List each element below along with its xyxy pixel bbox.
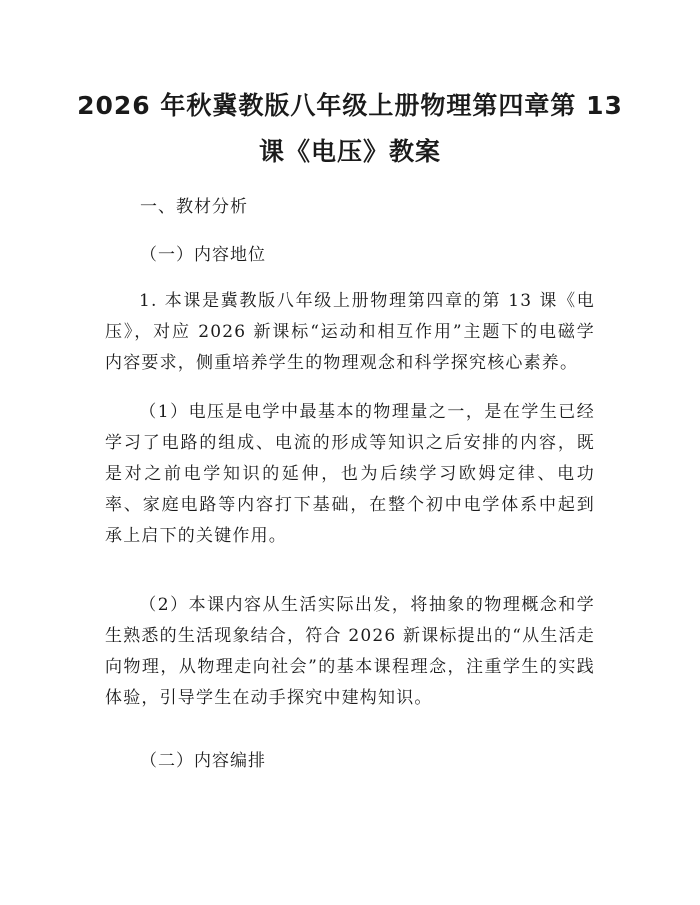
paragraph-2 <box>105 397 595 552</box>
document-title-line-1: 2026 年秋冀教版八年级上册物理第四章第 13 <box>77 91 623 120</box>
paragraph-1-text: 1. 本课是冀教版八年级上册物理第四章的第 13 课《电压》，对应 2026 新课标“运动和相互作用”主题下的电磁学内容要求，侧重培养学生的物理观念和科学探究核心素养。 <box>105 291 595 373</box>
paragraph-2-text: （1）电压是电学中最基本的物理量之一，是在学生已经学习了电路的组成、电流的形成等知识之后安排的内容，既是对之前电学知识的延伸，也为后续学习欧姆定律、电功率、家庭电路等内容打下基础，在整个初中电学体系中起到承上启下的关键作用。 <box>105 402 595 546</box>
paragraph-3-text: （2）本课内容从生活实际出发，将抽象的物理概念和学生熟悉的生活现象结合，符合 2026 新课标提出的“从生活走向物理，从物理走向社会”的基本课程理念，注重学生的实践体验，引导学生在动手探究中建构知识。 <box>105 595 595 708</box>
paragraph-3 <box>105 590 595 714</box>
document-title-line-2: 课《电压》教案 <box>258 137 441 166</box>
subsection-heading-content-position: （一）内容地位 <box>140 245 266 265</box>
section-heading-textbook-analysis: 一、教材分析 <box>140 197 248 217</box>
subsection-heading-content-arrangement: （二）内容编排 <box>140 751 266 771</box>
paragraph-1 <box>105 286 595 379</box>
